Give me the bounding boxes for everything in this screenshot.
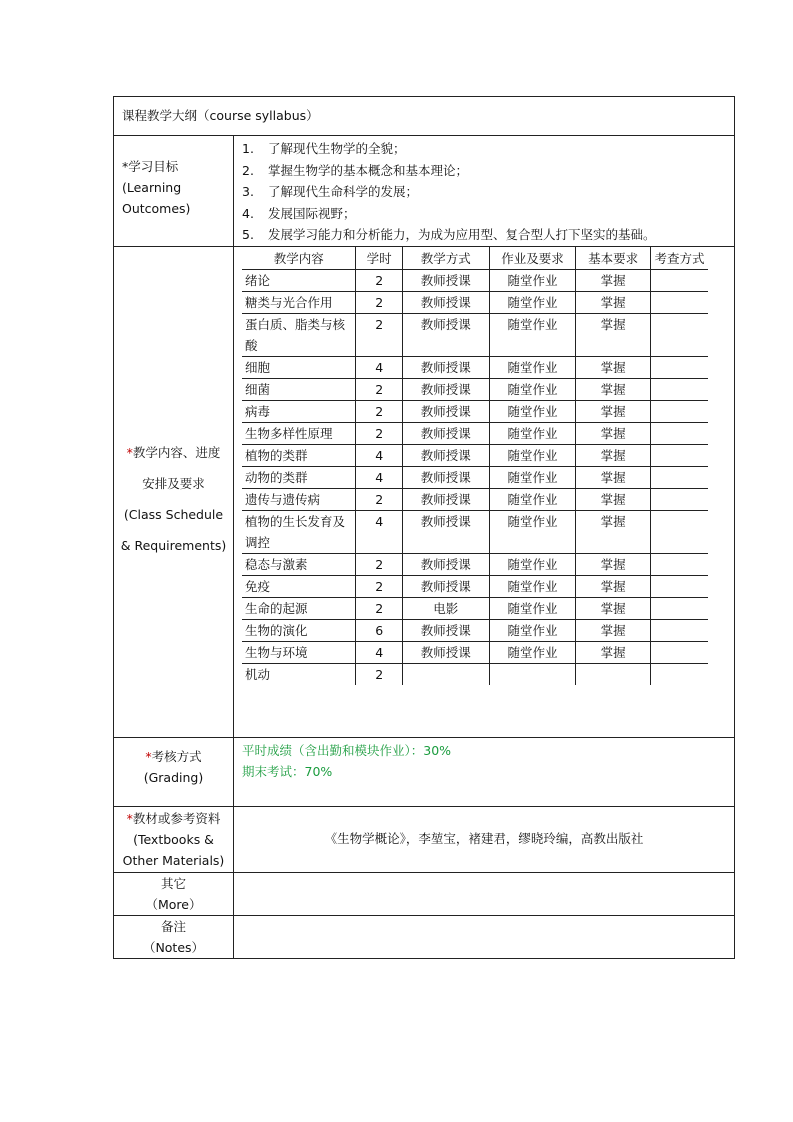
objective-text: 了解现代生命科学的发展；	[268, 184, 419, 199]
schedule-row-item	[242, 598, 708, 620]
cell-assessment	[650, 489, 708, 511]
cell-hours: 2	[356, 554, 402, 576]
more-label-en: （More）	[145, 897, 202, 912]
grading-label-en: (Grading)	[143, 770, 204, 785]
cell-content: 病毒	[242, 401, 356, 423]
schedule-row-item	[242, 576, 708, 598]
textbooks-content: 《生物学概论》，李堃宝，褚建君，缪晓玲编，高教出版社	[234, 807, 735, 873]
cell-method: 教师授课	[402, 642, 489, 664]
required-star: *	[126, 811, 133, 826]
cell-requirement: 掌握	[576, 292, 651, 314]
cell-homework: 随堂作业	[489, 423, 576, 445]
cell-method: 教师授课	[402, 270, 489, 292]
cell-content: 生物与环境	[242, 642, 356, 664]
schedule-row-item	[242, 620, 708, 642]
cell-homework: 随堂作业	[489, 620, 576, 642]
schedule-row-item	[242, 511, 708, 554]
grading-row	[114, 738, 735, 807]
grading-line-final: 期末考试：70%	[242, 764, 333, 779]
cell-homework: 随堂作业	[489, 576, 576, 598]
cell-method	[402, 664, 489, 686]
textbooks-label-en2: Other Materials)	[122, 853, 225, 868]
schedule-header-row	[242, 247, 708, 270]
schedule-row-item	[242, 292, 708, 314]
cell-requirement: 掌握	[576, 379, 651, 401]
schedule-label-cn1: 教学内容、进度	[132, 445, 221, 460]
cell-content: 细胞	[242, 357, 356, 379]
cell-hours: 2	[356, 379, 402, 401]
cell-content: 细菌	[242, 379, 356, 401]
schedule-label-cn2: 安排及要求	[142, 476, 205, 491]
cell-hours: 2	[356, 598, 402, 620]
notes-label-en: （Notes）	[142, 940, 205, 955]
textbooks-row	[114, 807, 735, 873]
more-label-cn: 其它	[160, 876, 186, 891]
cell-homework	[489, 664, 576, 686]
cell-content: 机动	[242, 664, 356, 686]
cell-hours: 2	[356, 576, 402, 598]
schedule-row-item	[242, 664, 708, 686]
cell-method: 教师授课	[402, 489, 489, 511]
cell-assessment	[650, 598, 708, 620]
header-method: 教学方式	[402, 247, 489, 270]
schedule-row-item	[242, 379, 708, 401]
cell-homework: 随堂作业	[489, 357, 576, 379]
cell-assessment	[650, 401, 708, 423]
objective-item	[234, 181, 734, 203]
cell-hours: 2	[356, 314, 402, 357]
cell-hours: 4	[356, 357, 402, 379]
cell-requirement: 掌握	[576, 642, 651, 664]
cell-hours: 4	[356, 445, 402, 467]
objective-item	[234, 160, 734, 182]
objective-item	[234, 138, 734, 160]
cell-method: 教师授课	[402, 314, 489, 357]
cell-homework: 随堂作业	[489, 489, 576, 511]
cell-requirement: 掌握	[576, 598, 651, 620]
cell-hours: 2	[356, 423, 402, 445]
cell-requirement: 掌握	[576, 401, 651, 423]
objective-item	[234, 224, 734, 246]
cell-homework: 随堂作业	[489, 511, 576, 554]
cell-assessment	[650, 576, 708, 598]
cell-method: 教师授课	[402, 511, 489, 554]
grading-line-regular: 平时成绩（含出勤和模块作业）：30%	[242, 743, 452, 758]
more-row	[114, 873, 735, 916]
schedule-row-item	[242, 467, 708, 489]
cell-homework: 随堂作业	[489, 467, 576, 489]
cell-requirement: 掌握	[576, 423, 651, 445]
syllabus-title: 课程教学大纲（course syllabus）	[122, 108, 319, 123]
notes-content	[234, 916, 735, 959]
cell-assessment	[650, 445, 708, 467]
objective-number: 3.	[242, 184, 254, 199]
cell-homework: 随堂作业	[489, 445, 576, 467]
cell-method: 教师授课	[402, 445, 489, 467]
cell-content: 稳态与激素	[242, 554, 356, 576]
objectives-label	[114, 136, 234, 247]
cell-requirement: 掌握	[576, 620, 651, 642]
header-homework: 作业及要求	[489, 247, 576, 270]
objectives-content	[234, 136, 735, 247]
cell-homework: 随堂作业	[489, 379, 576, 401]
cell-assessment	[650, 292, 708, 314]
cell-assessment	[650, 467, 708, 489]
cell-content: 绪论	[242, 270, 356, 292]
cell-content: 生命的起源	[242, 598, 356, 620]
objective-text: 了解现代生物学的全貌；	[268, 141, 406, 156]
grading-label	[114, 738, 234, 807]
schedule-label	[114, 247, 234, 738]
schedule-row-item	[242, 314, 708, 357]
cell-requirement: 掌握	[576, 357, 651, 379]
objective-number: 5.	[242, 227, 254, 242]
cell-hours: 2	[356, 664, 402, 686]
schedule-label-en1: (Class Schedule	[123, 507, 224, 522]
cell-content: 植物的生长发育及调控	[242, 511, 356, 554]
cell-method: 教师授课	[402, 554, 489, 576]
cell-hours: 6	[356, 620, 402, 642]
cell-homework: 随堂作业	[489, 642, 576, 664]
cell-assessment	[650, 270, 708, 292]
cell-requirement	[576, 664, 651, 686]
textbooks-label-cn: 教材或参考资料	[132, 811, 221, 826]
cell-assessment	[650, 642, 708, 664]
cell-assessment	[650, 511, 708, 554]
cell-hours: 2	[356, 401, 402, 423]
header-requirement: 基本要求	[576, 247, 651, 270]
title-row	[114, 97, 735, 136]
cell-hours: 2	[356, 270, 402, 292]
cell-homework: 随堂作业	[489, 554, 576, 576]
textbooks-label	[114, 807, 234, 873]
more-label	[114, 873, 234, 916]
cell-assessment	[650, 620, 708, 642]
cell-requirement: 掌握	[576, 554, 651, 576]
objective-text: 发展学习能力和分析能力，为成为应用型、复合型人打下坚实的基础。	[268, 227, 656, 242]
cell-method: 教师授课	[402, 576, 489, 598]
schedule-table	[242, 247, 708, 685]
schedule-row	[114, 247, 735, 738]
objective-item	[234, 203, 734, 225]
cell-hours: 4	[356, 642, 402, 664]
cell-assessment	[650, 554, 708, 576]
cell-method: 教师授课	[402, 379, 489, 401]
schedule-row-item	[242, 357, 708, 379]
cell-method: 教师授课	[402, 401, 489, 423]
cell-method: 电影	[402, 598, 489, 620]
required-star: *	[145, 749, 152, 764]
cell-method: 教师授课	[402, 357, 489, 379]
schedule-row-item	[242, 270, 708, 292]
cell-method: 教师授课	[402, 423, 489, 445]
schedule-row-item	[242, 554, 708, 576]
required-star: *	[126, 445, 133, 460]
objectives-list	[234, 138, 734, 246]
cell-requirement: 掌握	[576, 445, 651, 467]
cell-content: 遗传与遗传病	[242, 489, 356, 511]
header-assessment: 考查方式	[650, 247, 708, 270]
cell-hours: 4	[356, 511, 402, 554]
grading-content	[234, 738, 735, 807]
cell-content: 植物的类群	[242, 445, 356, 467]
cell-requirement: 掌握	[576, 511, 651, 554]
cell-content: 免疫	[242, 576, 356, 598]
notes-label	[114, 916, 234, 959]
more-content	[234, 873, 735, 916]
objective-text: 发展国际视野；	[268, 205, 356, 221]
objectives-label-en2: Outcomes)	[122, 201, 191, 216]
objective-number: 4.	[242, 205, 254, 221]
schedule-row-item	[242, 401, 708, 423]
cell-hours: 4	[356, 467, 402, 489]
cell-content: 生物多样性原理	[242, 423, 356, 445]
cell-requirement: 掌握	[576, 314, 651, 357]
cell-assessment	[650, 423, 708, 445]
syllabus-table	[113, 96, 735, 959]
schedule-row-item	[242, 642, 708, 664]
cell-assessment	[650, 357, 708, 379]
cell-assessment	[650, 379, 708, 401]
cell-requirement: 掌握	[576, 270, 651, 292]
notes-row	[114, 916, 735, 959]
cell-assessment	[650, 664, 708, 686]
cell-method: 教师授课	[402, 467, 489, 489]
cell-hours: 2	[356, 292, 402, 314]
cell-homework: 随堂作业	[489, 270, 576, 292]
objective-number: 2.	[242, 162, 254, 178]
cell-assessment	[650, 314, 708, 357]
objectives-label-en1: (Learning	[122, 180, 182, 195]
cell-content: 糖类与光合作用	[242, 292, 356, 314]
cell-hours: 2	[356, 489, 402, 511]
objectives-label-cn: 学习目标	[128, 159, 179, 174]
required-star: *	[122, 159, 129, 174]
objectives-row	[114, 136, 735, 247]
cell-homework: 随堂作业	[489, 401, 576, 423]
cell-content: 蛋白质、脂类与核酸	[242, 314, 356, 357]
schedule-row-item	[242, 489, 708, 511]
grading-label-cn: 考核方式	[151, 749, 202, 764]
cell-method: 教师授课	[402, 620, 489, 642]
schedule-row-item	[242, 423, 708, 445]
cell-homework: 随堂作业	[489, 314, 576, 357]
notes-label-cn: 备注	[160, 919, 186, 934]
schedule-label-en2: & Requirements)	[120, 538, 227, 553]
cell-requirement: 掌握	[576, 489, 651, 511]
schedule-row-item	[242, 445, 708, 467]
header-content: 教学内容	[242, 247, 356, 270]
syllabus-document	[113, 96, 735, 959]
cell-requirement: 掌握	[576, 576, 651, 598]
cell-content: 生物的演化	[242, 620, 356, 642]
schedule-content	[234, 247, 735, 738]
cell-homework: 随堂作业	[489, 598, 576, 620]
cell-method: 教师授课	[402, 292, 489, 314]
cell-requirement: 掌握	[576, 467, 651, 489]
objective-number: 1.	[242, 141, 254, 156]
cell-content: 动物的类群	[242, 467, 356, 489]
objective-text: 掌握生物学的基本概念和基本理论；	[268, 162, 469, 178]
header-hours: 学时	[356, 247, 402, 270]
textbooks-label-en1: (Textbooks &	[133, 832, 214, 847]
cell-homework: 随堂作业	[489, 292, 576, 314]
